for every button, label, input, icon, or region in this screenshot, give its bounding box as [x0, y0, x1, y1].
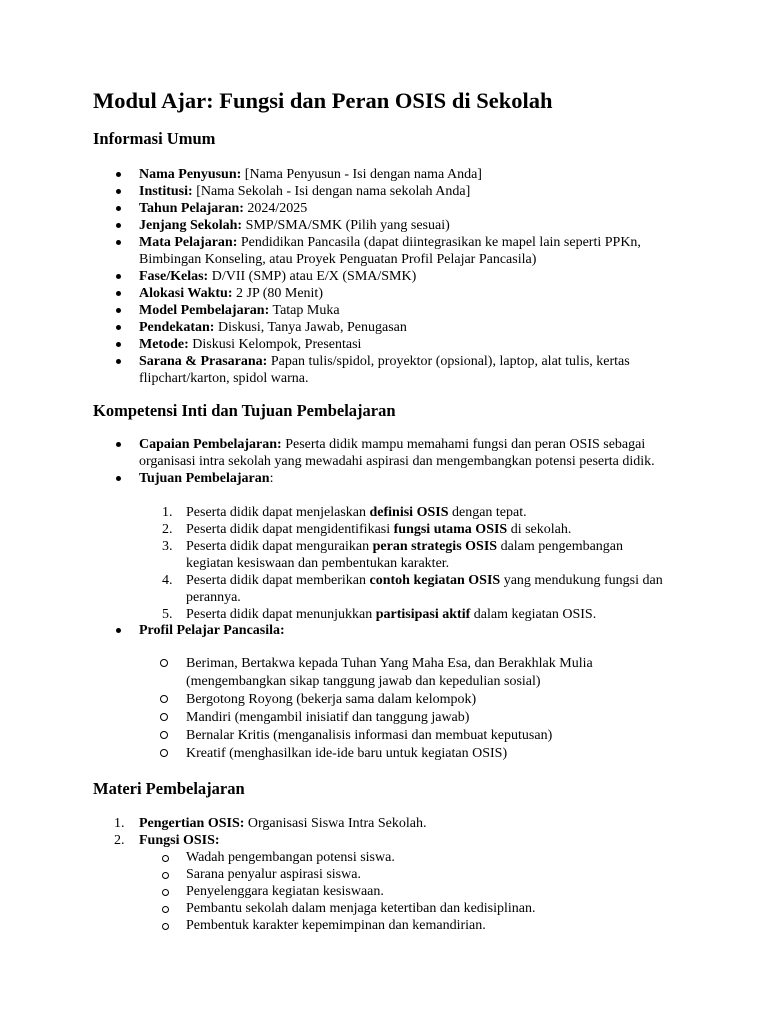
tujuan-item: [0, 606, 666, 623]
item-label: Jenjang Sekolah:: [139, 218, 243, 233]
fungsi-item: [0, 917, 666, 934]
item-text: yang mendukung fungsi dan perannya.: [186, 573, 663, 605]
item-text: 2 JP (80 Menit): [232, 286, 323, 301]
list-item-profil: [0, 622, 659, 639]
item-text: Penyelenggara kegiatan kesiswaan.: [186, 884, 384, 899]
circle-bullet-icon: [162, 923, 169, 930]
item-emphasis: definisi OSIS: [369, 505, 449, 520]
list-item: [0, 234, 659, 268]
item-text: Diskusi Kelompok, Presentasi: [188, 337, 362, 352]
item-number: 1.: [162, 505, 173, 520]
bullet-icon: [116, 476, 121, 481]
item-text: di sekolah.: [507, 522, 572, 537]
kompetensi-list: [0, 436, 768, 487]
circle-bullet-icon: [160, 749, 168, 757]
item-emphasis: fungsi utama OSIS: [393, 522, 508, 537]
item-text: Peserta didik dapat menunjukkan: [186, 607, 376, 622]
tujuan-item: [0, 572, 666, 606]
bullet-icon: [116, 291, 121, 296]
item-text: :: [269, 471, 274, 486]
item-label: Pendekatan:: [139, 320, 215, 335]
item-emphasis: contoh kegiatan OSIS: [369, 573, 501, 588]
document-title: Modul Ajar: Fungsi dan Peran OSIS di Sekolah: [93, 88, 553, 113]
item-text: D/VII (SMP) atau E/X (SMA/SMK): [208, 269, 417, 284]
item-label: Profil Pelajar Pancasila:: [139, 623, 285, 638]
profil-item: [0, 691, 666, 709]
item-number: 3.: [162, 539, 173, 554]
item-emphasis: peran strategis OSIS: [372, 539, 498, 554]
item-text: Kreatif (menghasilkan ide-ide baru untuk kegiatan OSIS): [186, 746, 508, 761]
materi-list: [0, 815, 768, 849]
circle-bullet-icon: [160, 731, 168, 739]
item-text: 2024/2025: [243, 201, 308, 216]
item-label: Metode:: [139, 337, 189, 352]
tujuan-item: [0, 521, 666, 538]
item-text: Peserta didik dapat menjelaskan: [186, 505, 370, 520]
profil-list: [0, 622, 768, 639]
item-text: Organisasi Siswa Intra Sekolah.: [244, 816, 427, 831]
list-item: [0, 285, 659, 302]
item-text: Pendidikan Pancasila (dapat diintegrasikan ke mapel lain seperti PPKn, Bimbingan Konseling, atau Proyek Penguatan Profil Pelajar Pancasila): [139, 235, 641, 267]
item-number: 2.: [114, 833, 125, 848]
item-text: Diskusi, Tanya Jawab, Penugasan: [214, 320, 407, 335]
list-item: [0, 353, 659, 387]
section-heading-materi: Materi Pembelajaran: [93, 779, 245, 798]
bullet-icon: [116, 442, 121, 447]
list-item: [0, 319, 659, 336]
item-number: 1.: [114, 816, 125, 831]
item-text: dengan tepat.: [448, 505, 527, 520]
informasi-umum-list: [0, 166, 768, 387]
list-item-tujuan: [0, 470, 659, 487]
tujuan-item: [0, 538, 666, 572]
profil-item: [0, 655, 666, 691]
item-label: Mata Pelajaran:: [139, 235, 238, 250]
bullet-icon: [116, 223, 121, 228]
item-text: Wadah pengembangan potensi siswa.: [186, 850, 395, 865]
tujuan-list: [0, 504, 768, 623]
item-text: Peserta didik dapat mengidentifikasi: [186, 522, 394, 537]
bullet-icon: [116, 206, 121, 211]
bullet-icon: [116, 325, 121, 330]
circle-bullet-icon: [162, 855, 169, 862]
item-label: Tujuan Pembelajaran: [139, 471, 270, 486]
item-text: Pembantu sekolah dalam menjaga ketertiban dan kedisiplinan.: [186, 901, 536, 916]
item-text: Bernalar Kritis (menganalisis informasi dan membuat keputusan): [186, 728, 553, 743]
item-text: Tatap Muka: [269, 303, 340, 318]
item-text: Peserta didik dapat menguraikan: [186, 539, 373, 554]
bullet-icon: [116, 359, 121, 364]
item-label: Fungsi OSIS:: [139, 833, 220, 848]
profil-item: [0, 709, 666, 727]
item-text: Peserta didik mampu memahami fungsi dan peran OSIS sebagai organisasi intra sekolah yang mewadahi aspirasi dan mengembangkan potensi peserta didik.: [139, 437, 655, 469]
list-item-capaian: [0, 436, 659, 470]
list-item: [0, 217, 659, 234]
circle-bullet-icon: [160, 713, 168, 721]
item-number: 4.: [162, 573, 173, 588]
circle-bullet-icon: [160, 659, 168, 667]
item-text: Beriman, Bertakwa kepada Tuhan Yang Maha Esa, dan Berakhlak Mulia (mengembangkan sikap tanggung jawab dan kepedulian sosial): [186, 656, 593, 689]
bullet-icon: [116, 308, 121, 313]
item-text: [Nama Penyusun - Isi dengan nama Anda]: [241, 167, 482, 182]
item-label: Capaian Pembelajaran:: [139, 437, 282, 452]
item-label: Alokasi Waktu:: [139, 286, 233, 301]
item-text: Bergotong Royong (bekerja sama dalam kelompok): [186, 692, 477, 707]
materi-item: [0, 832, 659, 849]
bullet-icon: [116, 628, 121, 633]
fungsi-item: [0, 866, 666, 883]
bullet-icon: [116, 240, 121, 245]
bullet-icon: [116, 274, 121, 279]
list-item: [0, 200, 659, 217]
fungsi-sublist: [0, 849, 768, 934]
fungsi-item: [0, 883, 666, 900]
bullet-icon: [116, 189, 121, 194]
section-heading-informasi-umum: Informasi Umum: [93, 129, 216, 148]
circle-bullet-icon: [162, 889, 169, 896]
item-text: Sarana penyalur aspirasi siswa.: [186, 867, 361, 882]
item-label: Fase/Kelas:: [139, 269, 209, 284]
list-item: [0, 183, 659, 200]
item-label: Pengertian OSIS:: [139, 816, 245, 831]
item-label: Nama Penyusun:: [139, 167, 242, 182]
item-text: [Nama Sekolah - Isi dengan nama sekolah Anda]: [192, 184, 471, 199]
fungsi-item: [0, 849, 666, 866]
item-text: Mandiri (mengambil inisiatif dan tanggung jawab): [186, 710, 470, 725]
bullet-icon: [116, 172, 121, 177]
profil-item: [0, 727, 666, 745]
list-item: [0, 268, 659, 285]
item-text: Pembentuk karakter kepemimpinan dan kemandirian.: [186, 918, 486, 933]
profil-item: [0, 745, 666, 763]
item-label: Institusi:: [139, 184, 193, 199]
tujuan-item: [0, 504, 666, 521]
item-emphasis: partisipasi aktif: [375, 607, 471, 622]
item-text: Peserta didik dapat memberikan: [186, 573, 370, 588]
item-label: Sarana & Prasarana:: [139, 354, 268, 369]
item-number: 2.: [162, 522, 173, 537]
bullet-icon: [116, 342, 121, 347]
list-item: [0, 302, 659, 319]
fungsi-item: [0, 900, 666, 917]
item-text: Papan tulis/spidol, proyektor (opsional), laptop, alat tulis, kertas flipchart/karton, spidol warna.: [139, 354, 630, 386]
section-heading-kompetensi: Kompetensi Inti dan Tujuan Pembelajaran: [93, 401, 396, 420]
item-label: Model Pembelajaran:: [139, 303, 270, 318]
profil-sublist: [0, 655, 768, 763]
circle-bullet-icon: [162, 906, 169, 913]
item-text: SMP/SMA/SMK (Pilih yang sesuai): [242, 218, 450, 233]
list-item: [0, 336, 659, 353]
circle-bullet-icon: [160, 695, 168, 703]
item-number: 5.: [162, 607, 173, 622]
item-text: dalam kegiatan OSIS.: [470, 607, 597, 622]
item-text: dalam pengembangan kegiatan kesiswaan dan pembentukan karakter.: [186, 539, 624, 571]
circle-bullet-icon: [162, 872, 169, 879]
list-item: [0, 166, 659, 183]
item-label: Tahun Pelajaran:: [139, 201, 244, 216]
materi-item: [0, 815, 659, 832]
